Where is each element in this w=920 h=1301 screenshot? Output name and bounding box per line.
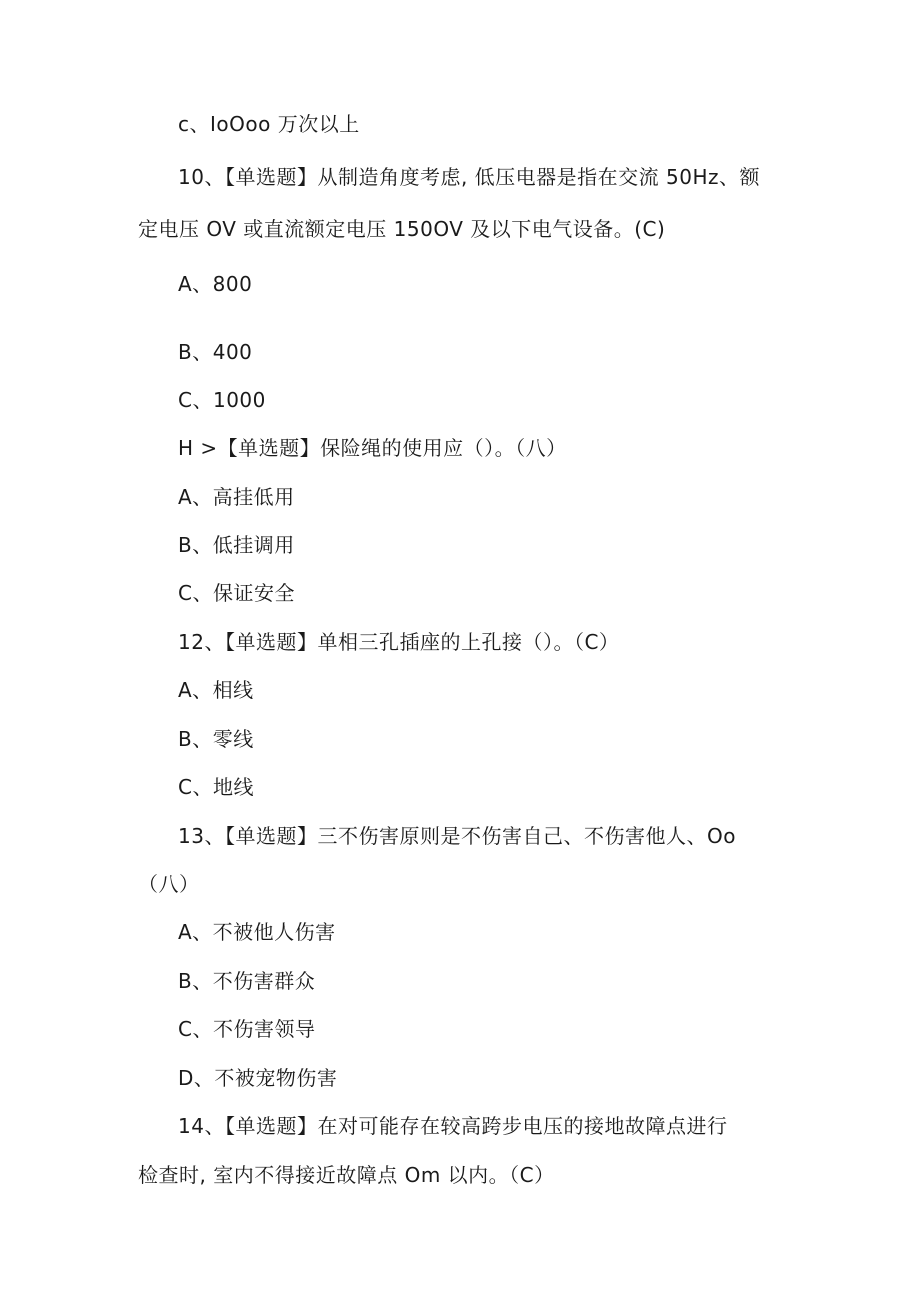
option-a-q13: A、不被他人伤害 <box>178 920 336 944</box>
option-d-q13: D、不被宠物伤害 <box>178 1066 338 1090</box>
option-a-q12: A、相线 <box>178 678 254 702</box>
option-c-q10: C、1000 <box>178 388 266 412</box>
question-14-line-2: 检查时, 室内不得接近故障点 Om 以内。（C） <box>138 1163 555 1187</box>
option-b-q11: B、低挂调用 <box>178 533 295 557</box>
option-a-q11: A、高挂低用 <box>178 485 295 509</box>
question-11: H >【单选题】保险绳的使用应（）。（八） <box>178 436 567 460</box>
question-13-line-1: 13、【单选题】三不伤害原则是不伤害自己、不伤害他人、Oo <box>178 824 736 848</box>
option-c-q11: C、保证安全 <box>178 581 295 605</box>
option-c-q9: c、IoOoo 万次以上 <box>178 112 360 136</box>
option-b-q10: B、400 <box>178 340 253 364</box>
option-c-q13: C、不伤害领导 <box>178 1017 316 1041</box>
question-10-line-1: 10、【单选题】从制造角度考虑, 低压电器是指在交流 50Hz、额 <box>178 165 761 189</box>
question-14-line-1: 14、【单选题】在对可能存在较高跨步电压的接地故障点进行 <box>178 1114 728 1138</box>
option-b-q13: B、不伤害群众 <box>178 969 316 993</box>
option-b-q12: B、零线 <box>178 727 254 751</box>
option-a-q10: A、800 <box>178 272 253 296</box>
question-12: 12、【单选题】单相三孔插座的上孔接（）。（C） <box>178 630 620 654</box>
option-c-q12: C、地线 <box>178 775 254 799</box>
question-13-line-2: （八） <box>138 872 200 896</box>
question-10-line-2: 定电压 OV 或直流额定电压 150OV 及以下电气设备。(C) <box>138 217 666 241</box>
